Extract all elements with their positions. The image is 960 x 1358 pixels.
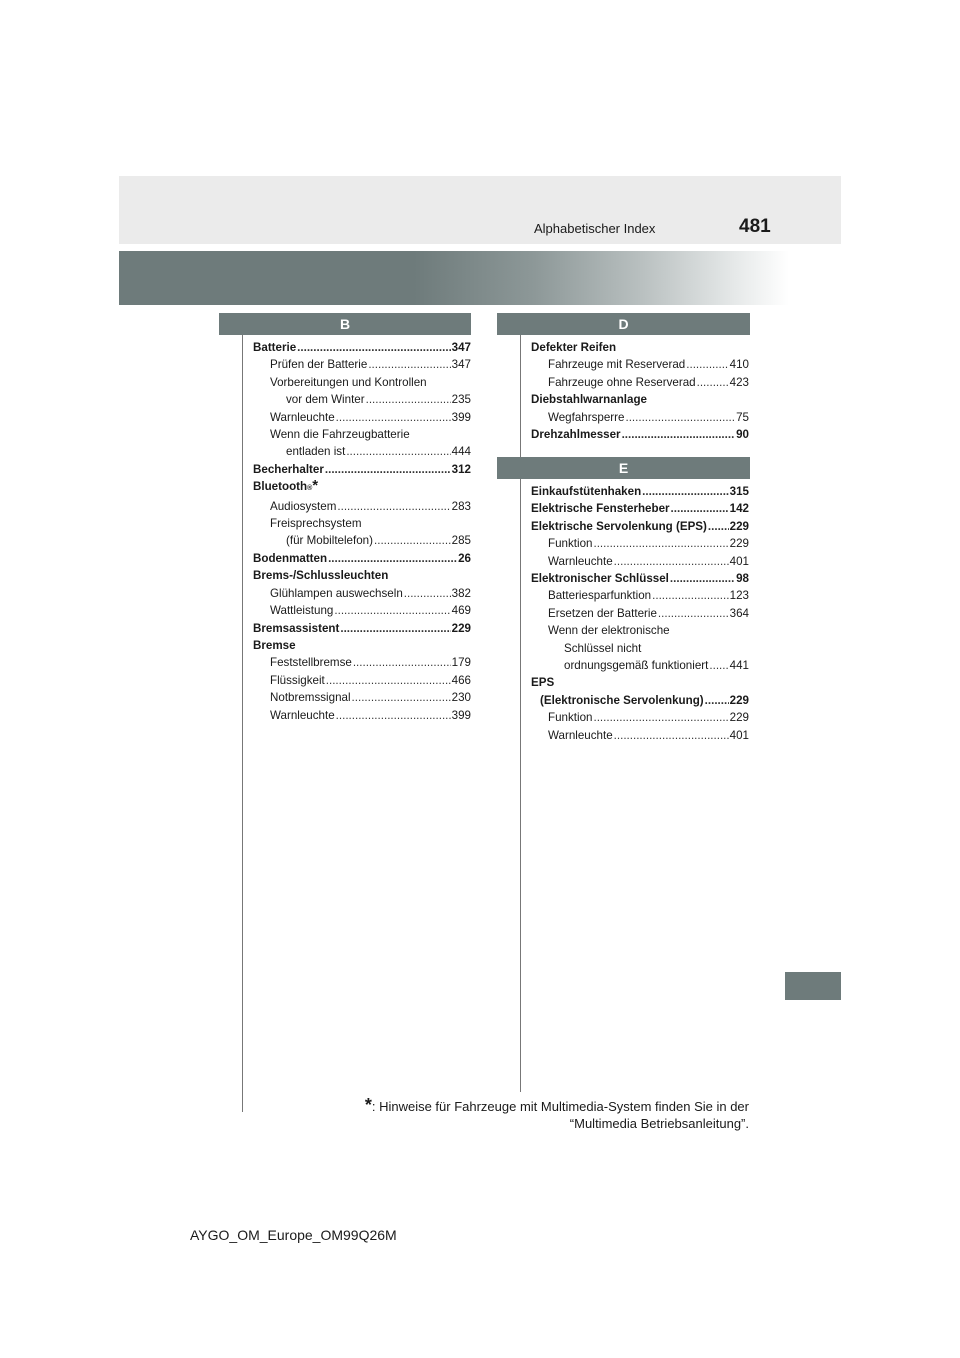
leader-dots	[340, 620, 450, 637]
index-entry	[531, 570, 749, 587]
index-entry	[253, 707, 471, 724]
column-divider-left	[242, 335, 243, 1112]
index-entry	[531, 709, 749, 726]
index-entry-term: Wegfahrsperre	[548, 410, 625, 424]
index-entry-page[interactable]: 466	[451, 673, 471, 687]
index-entry	[531, 622, 749, 639]
index-entry-page[interactable]: 230	[451, 691, 471, 705]
index-entry-term: Fahrzeuge mit Reserverad	[548, 358, 686, 372]
index-entry-term: Bluetooth	[253, 480, 308, 494]
index-entry-page[interactable]: 26	[458, 551, 471, 565]
index-column-b	[253, 339, 471, 724]
page-number: 481	[739, 216, 771, 237]
leader-dots	[368, 356, 450, 373]
footnote	[229, 1097, 749, 1132]
index-entry-page[interactable]: 98	[736, 572, 749, 586]
index-entry-page[interactable]: 410	[729, 358, 749, 372]
index-entry-term: entladen ist	[286, 445, 346, 459]
index-entry	[531, 727, 749, 744]
section-header-d: D	[497, 313, 750, 335]
index-entry-term: Defekter Reifen	[531, 341, 617, 354]
index-entry	[531, 657, 749, 674]
index-entry	[253, 515, 471, 532]
footnote-marker: *	[312, 477, 319, 495]
index-entry	[531, 518, 749, 535]
leader-dots	[642, 483, 728, 500]
index-entry	[253, 339, 471, 356]
index-entry-page[interactable]: 179	[451, 656, 471, 670]
index-entry	[253, 620, 471, 637]
index-entry-page[interactable]: 283	[451, 499, 471, 513]
index-entry	[531, 605, 749, 622]
index-entry	[253, 498, 471, 515]
leader-dots	[328, 550, 457, 567]
index-entry	[253, 585, 471, 602]
index-entry-page[interactable]: 401	[729, 728, 749, 742]
index-entry-term: (für Mobiltelefon)	[286, 534, 373, 548]
index-entry	[531, 587, 749, 604]
index-entry	[531, 535, 749, 552]
leader-dots	[353, 654, 451, 671]
index-entry-term: Wenn der elektronische	[548, 624, 670, 638]
index-entry-term: Warnleuchte	[548, 554, 613, 568]
index-entry-page[interactable]: 75	[736, 410, 749, 424]
index-entry-term: Drehzahlmesser	[531, 428, 621, 442]
index-entry-page[interactable]: 347	[451, 358, 471, 372]
index-entry-page[interactable]: 285	[451, 534, 471, 548]
decorative-gradient-bar	[119, 251, 789, 305]
column-divider-middle	[520, 335, 521, 1092]
index-entry-page[interactable]: 142	[729, 502, 749, 516]
index-entry	[253, 654, 471, 671]
index-entry-page[interactable]: 399	[451, 410, 471, 424]
footnote-line-1: : Hinweise für Fahrzeuge mit Multimedia-System finden Sie in der	[371, 1099, 749, 1114]
leader-dots	[297, 339, 450, 356]
index-entry	[531, 640, 749, 657]
index-entry	[253, 672, 471, 689]
index-entry-page[interactable]: 229	[729, 519, 749, 533]
index-entry-page[interactable]: 123	[729, 589, 749, 603]
leader-dots	[334, 602, 450, 619]
index-entry-term: Bodenmatten	[253, 551, 328, 565]
index-entry	[253, 356, 471, 373]
index-entry-term: Freisprechsystem	[270, 517, 362, 531]
index-entry-term: Warnleuchte	[270, 410, 335, 424]
index-entry	[531, 339, 749, 356]
leader-dots	[593, 709, 728, 726]
index-entry-term: Wenn die Fahrzeugbatterie	[270, 428, 410, 442]
index-entry-term: Fahrzeuge ohne Reserverad	[548, 375, 696, 389]
footnote-star: *	[364, 1095, 372, 1115]
index-entry-term: Ersetzen der Batterie	[548, 606, 657, 620]
index-entry-term: Warnleuchte	[548, 728, 613, 742]
index-entry-term: Elektrische Fensterheber	[531, 502, 670, 516]
header-band	[119, 176, 841, 244]
index-entry-term: Elektrische Servolenkung (EPS)	[531, 519, 707, 533]
index-entry	[253, 426, 471, 443]
index-entry	[531, 426, 749, 443]
index-entry	[253, 550, 471, 567]
leader-dots	[670, 570, 735, 587]
leader-dots	[336, 707, 451, 724]
leader-dots	[658, 605, 729, 622]
index-entry-term: Batteriesparfunktion	[548, 589, 652, 603]
index-entry	[253, 602, 471, 619]
index-entry-page[interactable]: 229	[729, 711, 749, 725]
index-entry-term: Feststellbremse	[270, 656, 352, 670]
index-entry-term: Flüssigkeit	[270, 673, 325, 687]
leader-dots	[622, 426, 736, 443]
index-entry	[531, 391, 749, 408]
index-entry-term: Bremse	[253, 638, 296, 652]
leader-dots	[336, 409, 451, 426]
index-entry	[253, 391, 471, 408]
index-entry	[531, 674, 749, 691]
leader-dots	[708, 518, 729, 535]
document-code: AYGO_OM_Europe_OM99Q26M	[190, 1227, 397, 1243]
leader-dots	[652, 587, 729, 604]
index-entry	[253, 409, 471, 426]
index-entry-page[interactable]: 235	[451, 393, 471, 407]
index-entry	[253, 443, 471, 460]
leader-dots	[697, 374, 729, 391]
leader-dots	[325, 461, 451, 478]
index-entry	[531, 356, 749, 373]
index-entry	[531, 483, 749, 500]
index-entry-term: Brems-/Schlussleuchten	[253, 569, 389, 583]
index-entry-page[interactable]: 469	[451, 604, 471, 618]
index-entry-term: Becherhalter	[253, 462, 324, 476]
index-entry-term: Elektronischer Schlüssel	[531, 572, 669, 586]
leader-dots	[404, 585, 451, 602]
index-entry-page[interactable]: 315	[729, 485, 749, 498]
index-entry-term: Funktion	[548, 711, 593, 725]
chapter-side-tab	[785, 972, 841, 1000]
index-entry-page[interactable]: 90	[736, 428, 749, 442]
index-entry-page[interactable]: 399	[451, 708, 471, 722]
leader-dots	[346, 443, 450, 460]
index-entry	[531, 409, 749, 426]
leader-dots	[709, 657, 728, 674]
leader-dots	[705, 692, 729, 709]
index-entry-term: Diebstahlwarnanlage	[531, 393, 647, 407]
index-entry-page[interactable]: 364	[729, 606, 749, 620]
index-entry	[253, 461, 471, 478]
leader-dots	[352, 689, 451, 706]
index-entry	[253, 532, 471, 549]
index-column-e	[531, 483, 749, 744]
index-entry-term: Wattleistung	[270, 604, 334, 618]
index-entry-term: Glühlampen auswechseln	[270, 586, 403, 600]
leader-dots	[671, 500, 729, 517]
registered-mark: ®	[307, 485, 313, 493]
leader-dots	[374, 532, 451, 549]
page-header-title: Alphabetischer Index	[534, 221, 656, 236]
index-entry-term: Audiosystem	[270, 499, 337, 513]
index-entry	[253, 567, 471, 584]
leader-dots	[625, 409, 735, 426]
index-entry	[253, 478, 471, 497]
leader-dots	[366, 391, 451, 408]
index-entry-page[interactable]: 312	[451, 462, 471, 476]
index-entry-page[interactable]: 382	[451, 586, 471, 600]
leader-dots	[326, 672, 451, 689]
index-entry-term: Batterie	[253, 341, 297, 354]
index-entry-term: Notbremssignal	[270, 691, 351, 705]
leader-dots	[686, 356, 728, 373]
footnote-line-2: “Multimedia Betriebsanleitung”.	[569, 1116, 749, 1131]
index-entry-term: Einkaufstütenhaken	[531, 485, 642, 498]
index-entry-term: vor dem Winter	[286, 393, 365, 407]
index-entry	[253, 689, 471, 706]
leader-dots	[614, 727, 729, 744]
index-entry-page[interactable]: 229	[451, 621, 471, 635]
index-entry-page[interactable]: 229	[729, 693, 749, 707]
index-entry-term: Funktion	[548, 537, 593, 551]
leader-dots	[614, 553, 729, 570]
index-entry	[531, 553, 749, 570]
section-header-e: E	[497, 457, 750, 479]
index-entry-page[interactable]: 423	[729, 375, 749, 389]
index-entry-term: (Elektronische Servolenkung)	[540, 693, 704, 707]
index-entry-term: Prüfen der Batterie	[270, 358, 368, 372]
index-entry-term: Schlüssel nicht	[564, 641, 642, 655]
index-entry-page[interactable]: 441	[729, 659, 749, 673]
index-entry-term: ordnungsgemäß funktioniert	[564, 659, 709, 673]
index-entry-page[interactable]: 444	[451, 445, 471, 459]
index-entry-term: Vorbereitungen und Kontrollen	[270, 375, 427, 389]
index-entry	[253, 374, 471, 391]
index-entry-term: Warnleuchte	[270, 708, 335, 722]
index-entry	[531, 374, 749, 391]
index-entry-page[interactable]: 229	[729, 537, 749, 551]
index-entry-page[interactable]: 347	[451, 341, 471, 354]
index-entry-term: Bremsassistent	[253, 621, 340, 635]
index-entry-page[interactable]: 401	[729, 554, 749, 568]
leader-dots	[337, 498, 450, 515]
index-entry-term: EPS	[531, 676, 555, 690]
index-entry	[531, 692, 749, 709]
section-header-b: B	[219, 313, 471, 335]
index-entry	[531, 500, 749, 517]
index-column-d	[531, 339, 749, 443]
leader-dots	[593, 535, 728, 552]
index-entry	[253, 637, 471, 654]
